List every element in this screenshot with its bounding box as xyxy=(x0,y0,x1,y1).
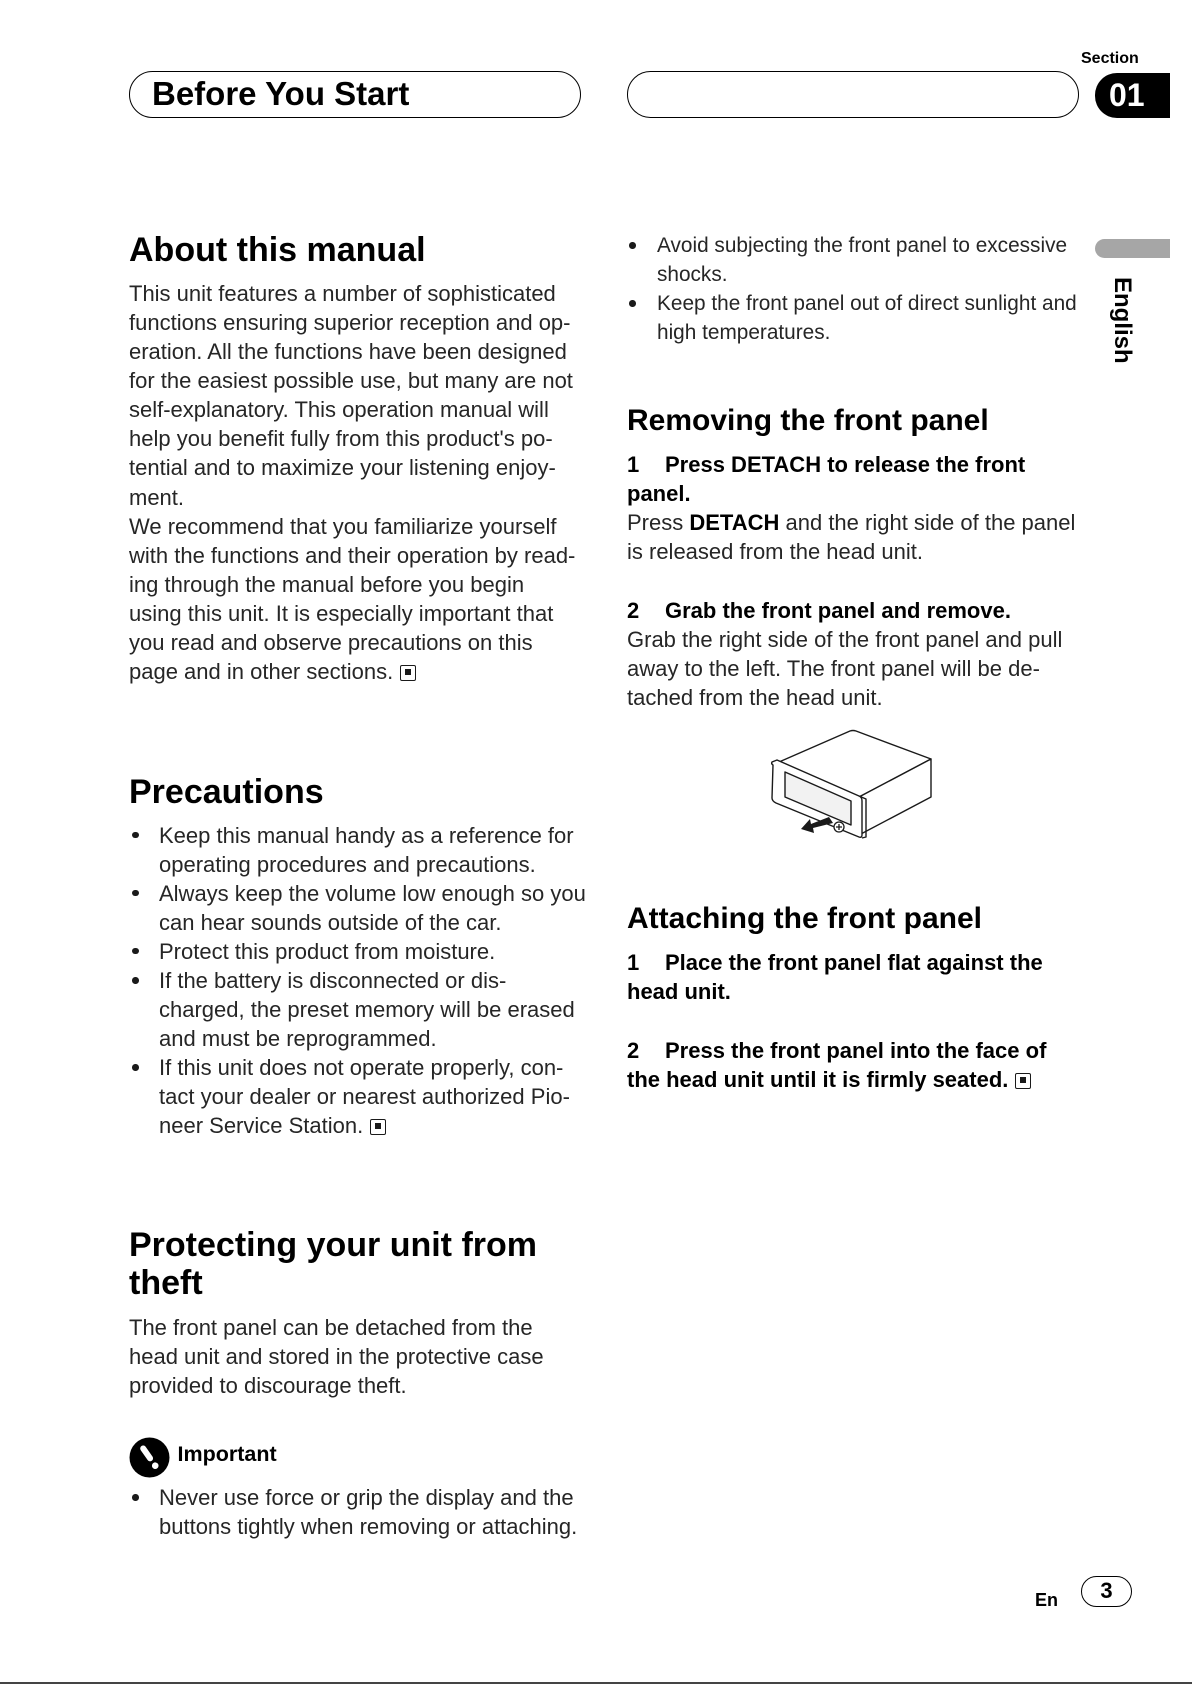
theft-heading xyxy=(129,1227,537,1302)
bullet-icon xyxy=(132,977,139,984)
bullet-icon xyxy=(629,242,636,249)
text-line: Protect this product from moisture. xyxy=(159,938,496,964)
text-line: with the functions and their operation by read- xyxy=(129,542,576,568)
text-line: head unit and stored in the protective case xyxy=(129,1344,544,1370)
text-segment: Press xyxy=(627,510,690,536)
bullet-icon xyxy=(629,300,636,307)
text-line: buttons tightly when removing or attaching. xyxy=(159,1514,578,1540)
bullet-icon xyxy=(132,890,139,897)
step-title-text: Place the front panel flat against the xyxy=(665,950,1043,976)
about-body xyxy=(129,279,575,686)
text-line: We recommend that you familiarize yourself xyxy=(129,513,557,539)
important-icon xyxy=(129,1437,170,1478)
text-line: This unit features a number of sophisticated xyxy=(129,281,556,307)
list-item xyxy=(627,289,1077,347)
text-line: The front panel can be detached from the xyxy=(129,1315,533,1340)
step-title-text: Grab the front panel and remove. xyxy=(665,597,1011,623)
text-line: ment. xyxy=(129,484,185,510)
text-line: eration. All the functions have been designed xyxy=(129,339,567,365)
text-line: help you benefit fully from this product's po- xyxy=(129,426,553,452)
text-line: can hear sounds outside of the car. xyxy=(159,909,502,935)
page-number: 3 xyxy=(1081,1576,1132,1607)
language-tab-label: English xyxy=(1109,277,1136,364)
step-title-line xyxy=(627,1036,1046,1065)
bullet-icon xyxy=(132,832,139,839)
list-item xyxy=(129,1483,577,1541)
text-line: is released from the head unit. xyxy=(627,539,923,565)
footer-language: En xyxy=(1035,1590,1059,1610)
panel-care-list xyxy=(627,231,1077,347)
language-tab-marker xyxy=(1095,239,1170,258)
step-title-line xyxy=(627,1065,1046,1094)
text-line: ing through the manual before you begin xyxy=(129,571,525,597)
text-line: Always keep the volume low enough so you xyxy=(159,880,586,906)
text-line: Avoid subjecting the front panel to excessive xyxy=(657,233,1068,257)
text-line: tact your dealer or nearest authorized Pio- xyxy=(159,1083,570,1109)
attaching-step-1 xyxy=(627,948,1043,1006)
bullet-icon xyxy=(132,948,139,955)
text-line-content: neer Service Station. xyxy=(159,1112,364,1138)
text-line: Keep this manual handy as a reference for xyxy=(159,822,574,848)
text-line: tential and to maximize your listening enjoy- xyxy=(129,455,556,481)
step-title-line xyxy=(627,450,1075,479)
text-line xyxy=(129,1111,586,1140)
important-list xyxy=(129,1483,577,1541)
precautions-heading: Precautions xyxy=(129,773,324,811)
step-number: 2 xyxy=(627,597,640,623)
text-line: Never use force or grip the display and the xyxy=(159,1485,574,1510)
step-title-text: Press DETACH to release the front xyxy=(665,452,1026,478)
step-number: 2 xyxy=(627,1037,640,1063)
text-line: operating procedures and precautions. xyxy=(159,851,536,877)
list-item xyxy=(627,231,1077,289)
end-mark-icon xyxy=(370,1119,386,1135)
removing-step-2 xyxy=(627,596,1062,712)
text-line: away to the left. The front panel will be de- xyxy=(627,655,1040,681)
end-mark-icon xyxy=(400,665,416,681)
page-title: Before You Start xyxy=(152,75,410,112)
end-mark-icon xyxy=(1015,1073,1031,1089)
detach-key-label: DETACH xyxy=(689,510,780,536)
bullet-icon xyxy=(132,1494,139,1501)
theft-body xyxy=(129,1313,544,1400)
step-number: 1 xyxy=(627,950,640,976)
step-title-line: panel. xyxy=(627,481,691,507)
section-number-badge: 01 xyxy=(1095,73,1170,118)
text-line: self-explanatory. This operation manual will xyxy=(129,397,549,423)
section-label: Section xyxy=(1081,50,1139,67)
step-title-line xyxy=(627,948,1043,977)
text-line: If the battery is disconnected or dis- xyxy=(159,967,507,993)
attaching-step-2 xyxy=(627,1036,1046,1094)
text-line: for the easiest possible use, but many are not xyxy=(129,368,573,394)
bullet-icon xyxy=(132,1064,139,1071)
important-label: Important xyxy=(177,1442,277,1466)
text-line: charged, the preset memory will be erased xyxy=(159,996,575,1022)
text-line: you read and observe precautions on this xyxy=(129,629,533,655)
text-line: and must be reprogrammed. xyxy=(159,1025,437,1051)
text-line xyxy=(129,657,575,686)
text-line: using this unit. It is especially important that xyxy=(129,600,554,626)
list-item xyxy=(129,879,586,937)
text-line-content: page and in other sections. xyxy=(129,658,394,684)
text-line: provided to discourage theft. xyxy=(129,1373,407,1399)
removing-heading: Removing the front panel xyxy=(627,403,989,437)
about-heading: About this manual xyxy=(129,231,426,269)
removing-step-1 xyxy=(627,450,1075,566)
step-title-text: Press the front panel into the face of xyxy=(665,1037,1047,1063)
text-line: Keep the front panel out of direct sunlight and xyxy=(657,291,1077,315)
text-segment: and the right side of the panel xyxy=(779,510,1076,536)
text-line: If this unit does not operate properly, con- xyxy=(159,1054,564,1080)
heading-line: Protecting your unit from xyxy=(129,1226,537,1264)
step-title-line: head unit. xyxy=(627,979,731,1005)
header-right-pill xyxy=(627,71,1079,118)
header-title-pill xyxy=(129,71,581,118)
text-line: high temperatures. xyxy=(657,320,831,344)
heading-line: theft xyxy=(129,1263,203,1302)
front-panel-detach-illustration xyxy=(767,727,939,843)
list-item xyxy=(129,1053,586,1140)
list-item xyxy=(129,821,586,879)
attaching-heading: Attaching the front panel xyxy=(627,901,982,935)
bottom-rule xyxy=(0,1682,1192,1684)
step-title-text: the head unit until it is firmly seated. xyxy=(627,1066,1009,1092)
step-number: 1 xyxy=(627,452,640,478)
text-line: Grab the right side of the front panel and pull xyxy=(627,626,1063,652)
text-line: tached from the head unit. xyxy=(627,684,883,710)
text-line: shocks. xyxy=(657,262,728,286)
text-line xyxy=(627,508,1075,537)
list-item xyxy=(129,937,586,966)
list-item xyxy=(129,966,586,1053)
step-title-line xyxy=(627,596,1062,625)
precautions-list xyxy=(129,821,586,1141)
text-line: functions ensuring superior reception and op- xyxy=(129,310,571,336)
